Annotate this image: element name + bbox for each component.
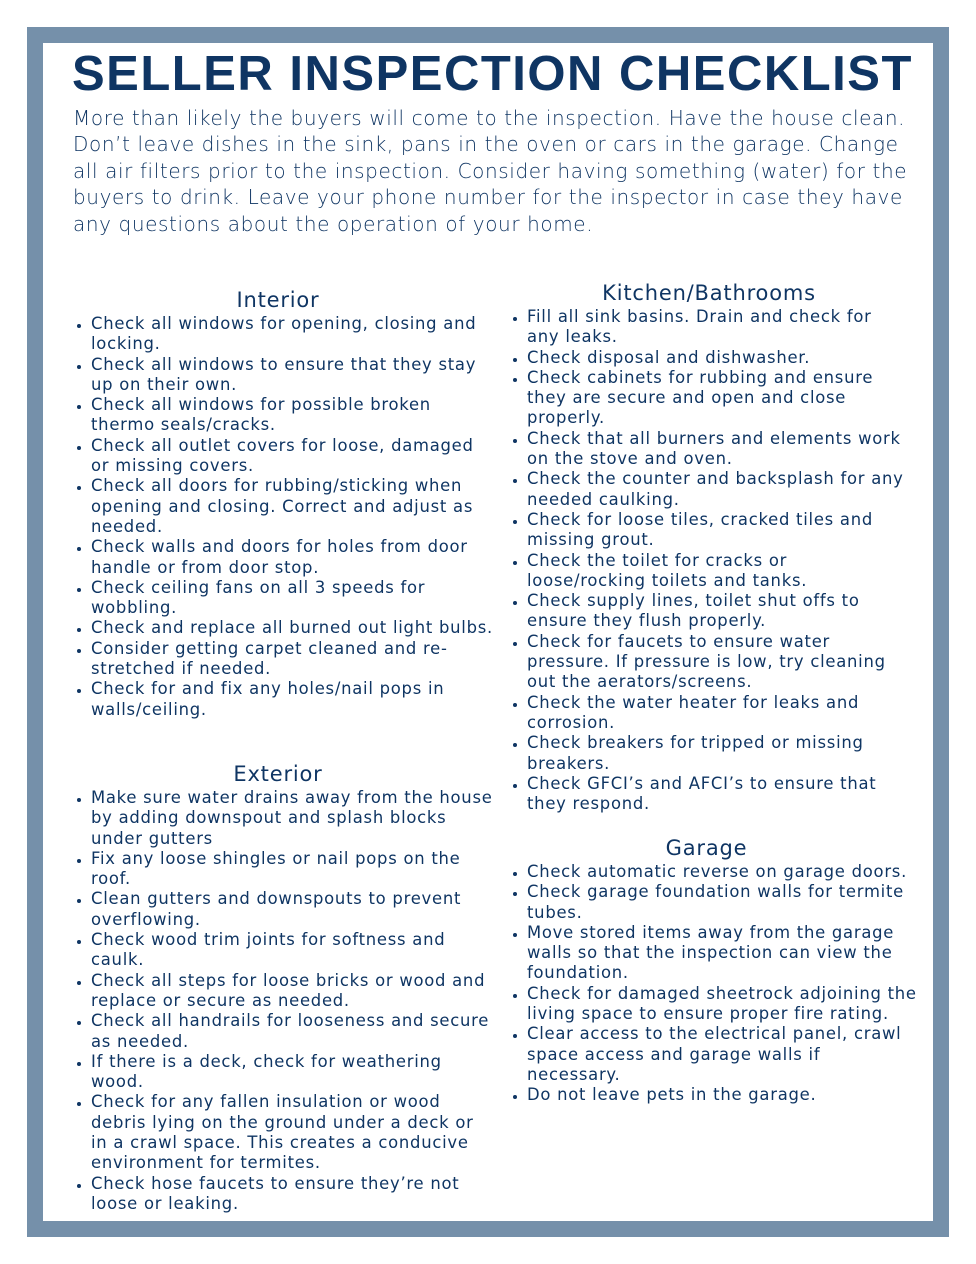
checklist-item: • Move stored items away from the garage walls so that the inspection can view the foundation.	[527, 923, 919, 984]
checklist	[509, 862, 919, 1106]
checklist-item: • Clear access to the electrical panel, crawl space access and garage walls if necessary.	[527, 1024, 919, 1085]
checklist-item: • Check all outlet covers for loose, damaged or missing covers.	[91, 436, 493, 477]
checklist-item: • Check for damaged sheetrock adjoining the living space to ensure proper fire rating.	[527, 984, 919, 1025]
exterior-section	[73, 762, 493, 1214]
checklist-item: • Make sure water drains away from the house by adding downspout and splash blocks under gutters	[91, 788, 493, 849]
checklist-item: • Check garage foundation walls for termite tubes.	[527, 882, 919, 923]
checklist-item: • Check walls and doors for holes from door handle or from door stop.	[91, 537, 493, 578]
checklist-item: • Check all windows for possible broken thermo seals/cracks.	[91, 395, 493, 436]
page-title: SELLER INSPECTION CHECKLIST	[72, 47, 913, 101]
checklist-item: • Check all doors for rubbing/sticking when opening and closing. Correct and adjust as needed.	[91, 476, 493, 537]
checklist-item: • Fill all sink basins. Drain and check for any leaks.	[527, 307, 909, 348]
checklist-item: • Check the toilet for cracks or loose/rocking toilets and tanks.	[527, 551, 909, 592]
checklist-item: • Consider getting carpet cleaned and re-stretched if needed.	[91, 639, 493, 680]
checklist-item: • Check disposal and dishwasher.	[527, 348, 909, 368]
checklist-item: • Check for any fallen insulation or wood debris lying on the ground under a deck or in a crawl space. This creates a conducive environment for termites.	[91, 1092, 493, 1173]
checklist-item: • Check supply lines, toilet shut offs to ensure they flush properly.	[527, 591, 909, 632]
kitchen-bathrooms-section	[509, 281, 909, 814]
checklist-item: • Check all steps for loose bricks or wood and replace or secure as needed.	[91, 971, 493, 1012]
checklist-item: • Check automatic reverse on garage doors.	[527, 862, 919, 882]
checklist-item: • Check ceiling fans on all 3 speeds for wobbling.	[91, 578, 493, 619]
checklist-item: • Check cabinets for rubbing and ensure they are secure and open and close properly.	[527, 368, 909, 429]
checklist-item: • Check all handrails for looseness and secure as needed.	[91, 1011, 493, 1052]
checklist-item: • Check wood trim joints for softness and caulk.	[91, 930, 493, 971]
checklist-item: • Check hose faucets to ensure they’re not loose or leaking.	[91, 1174, 493, 1215]
section-heading: Exterior	[233, 762, 323, 786]
garage-section	[509, 836, 919, 1106]
section-heading: Kitchen/Bathrooms	[602, 281, 816, 305]
checklist	[509, 307, 909, 814]
interior-section	[73, 288, 493, 720]
checklist-item: • If there is a deck, check for weathering wood.	[91, 1052, 493, 1093]
section-heading: Garage	[665, 836, 748, 860]
checklist-item: • Fix any loose shingles or nail pops on the roof.	[91, 849, 493, 890]
checklist-item: • Check GFCI’s and AFCI’s to ensure that they respond.	[527, 774, 909, 815]
checklist-item: • Check breakers for tripped or missing breakers.	[527, 733, 909, 774]
checklist-item: • Check all windows for opening, closing and locking.	[91, 314, 493, 355]
checklist-item: • Check all windows to ensure that they stay up on their own.	[91, 355, 493, 396]
checklist-item: • Check for and fix any holes/nail pops in walls/ceiling.	[91, 679, 493, 720]
checklist-item: • Check the water heater for leaks and corrosion.	[527, 693, 909, 734]
section-heading: Interior	[236, 288, 320, 312]
checklist-item: • Check that all burners and elements work on the stove and oven.	[527, 429, 909, 470]
checklist-item: • Check and replace all burned out light bulbs.	[91, 618, 493, 638]
checklist-item: • Clean gutters and downspouts to prevent overflowing.	[91, 889, 493, 930]
checklist	[73, 314, 493, 720]
checklist-item: • Check for faucets to ensure water pressure. If pressure is low, try cleaning out the aerators/screens.	[527, 632, 909, 693]
checklist-item: • Check the counter and backsplash for any needed caulking.	[527, 469, 909, 510]
checklist-item: • Do not leave pets in the garage.	[527, 1085, 919, 1105]
checklist-item: • Check for loose tiles, cracked tiles and missing grout.	[527, 510, 909, 551]
checklist	[73, 788, 493, 1214]
intro-paragraph: More than likely the buyers will come to the inspection. Have the house clean. Don’t leave dishes in the sink, pans in the oven or cars in the garage. Change all air filters prior to the inspection. Consider having something (water) for the buyers to drink. Leave your phone number for the inspector in case they have any questions about the operation of your home.	[73, 106, 908, 236]
